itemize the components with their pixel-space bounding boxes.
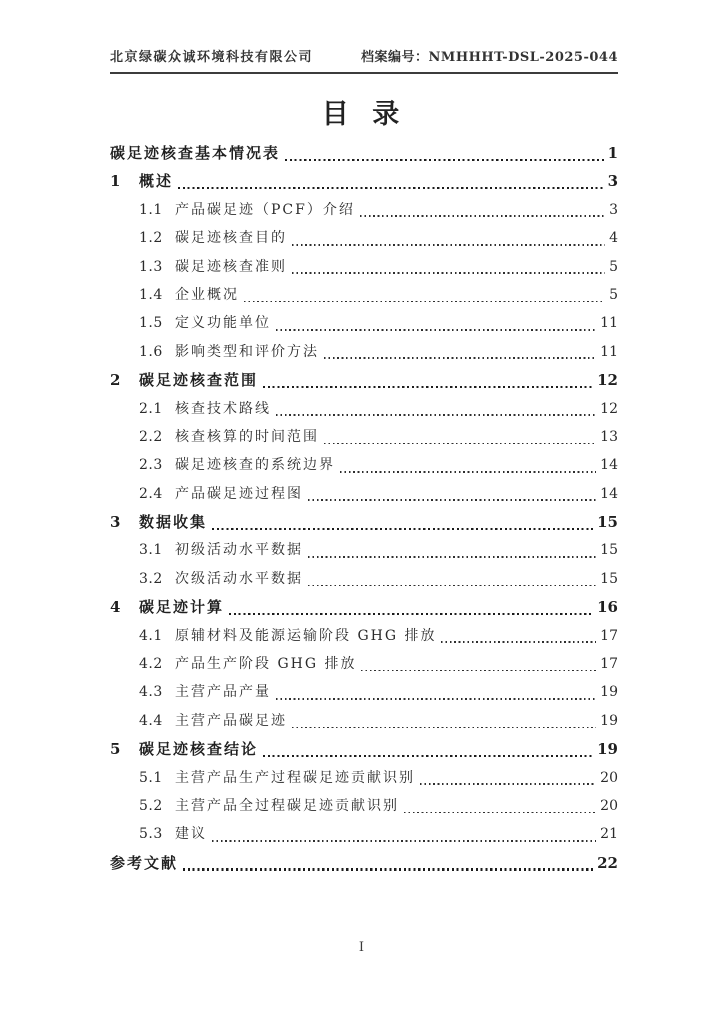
- toc-entry[interactable]: [110, 678, 618, 706]
- toc-dot-leader: [276, 698, 596, 700]
- toc-entry-number: 3.1: [139, 542, 163, 559]
- toc-entry-label: 定义功能单位: [175, 315, 271, 332]
- toc-list: [110, 139, 618, 877]
- toc-entry-page: 5: [609, 286, 618, 303]
- toc-entry[interactable]: [110, 707, 618, 735]
- toc-entry-page: 19: [600, 712, 618, 729]
- toc-dot-leader: [183, 868, 593, 870]
- toc-entry-number: 1: [110, 172, 121, 191]
- toc-entry[interactable]: [110, 423, 618, 451]
- toc-dot-leader: [229, 613, 593, 615]
- toc-dot-leader: [292, 244, 605, 246]
- toc-dot-leader: [308, 585, 596, 587]
- toc-dot-leader: [360, 215, 605, 217]
- toc-entry-label: 碳足迹核查基本情况表: [110, 144, 281, 162]
- toc-entry[interactable]: [110, 196, 618, 224]
- toc-entry-label: 碳足迹核查结论: [139, 740, 259, 759]
- toc-entry-page: 12: [597, 371, 618, 390]
- toc-entry-number: 3.2: [139, 570, 163, 587]
- toc-entry-number: 4.3: [139, 684, 163, 701]
- toc-entry-number: 1.3: [139, 258, 163, 275]
- toc-entry-number: 1.2: [139, 230, 163, 247]
- toc-entry[interactable]: [110, 792, 618, 820]
- toc-entry[interactable]: [110, 650, 618, 678]
- toc-entry-label: 企业概况: [175, 286, 239, 303]
- toc-entry-number: 2.1: [139, 400, 163, 417]
- toc-entry[interactable]: [110, 395, 618, 423]
- toc-entry-label: 原辅材料及能源运输阶段 GHG 排放: [175, 627, 437, 644]
- toc-entry-label: 产品碳足迹过程图: [175, 485, 303, 502]
- toc-entry-page: 14: [600, 457, 618, 474]
- toc-dot-leader: [276, 414, 596, 416]
- toc-entry-label: 主营产品全过程碳足迹贡献识别: [175, 797, 399, 814]
- toc-dot-leader: [361, 670, 596, 672]
- toc-entry[interactable]: [110, 253, 618, 281]
- toc-entry-number: 2.2: [139, 428, 163, 445]
- toc-entry-page: 16: [597, 598, 618, 617]
- toc-entry-label: 碳足迹核查目的: [175, 230, 287, 247]
- toc-entry-number: 1.1: [139, 201, 163, 218]
- toc-entry-label: 参考文献: [110, 853, 179, 872]
- toc-dot-leader: [212, 840, 596, 842]
- file-number-label: 档案编号：: [361, 50, 429, 65]
- toc-entry[interactable]: [110, 565, 618, 593]
- toc-entry[interactable]: [110, 281, 618, 309]
- toc-dot-leader: [263, 386, 593, 388]
- toc-entry-page: 20: [600, 769, 618, 786]
- toc-dot-leader: [420, 783, 596, 785]
- toc-entry-page: 22: [597, 853, 618, 872]
- toc-entry-number: 4: [110, 598, 121, 617]
- toc-entry-page: 17: [600, 656, 618, 673]
- toc-entry[interactable]: [110, 224, 618, 252]
- toc-entry-label: 主营产品碳足迹: [175, 712, 287, 729]
- file-number-value: NMHHHT-DSL-2025-044: [428, 50, 618, 65]
- toc-dot-leader: [292, 272, 605, 274]
- toc-entry-number: 5: [110, 740, 121, 759]
- toc-entry-page: 17: [600, 627, 618, 644]
- toc-entry-number: 1.4: [139, 286, 163, 303]
- toc-entry-number: 4.1: [139, 627, 163, 644]
- toc-dot-leader: [178, 187, 604, 189]
- toc-dot-leader: [263, 755, 593, 757]
- toc-entry-number: 5.2: [139, 797, 163, 814]
- toc-entry-page: 4: [609, 230, 618, 247]
- toc-entry-label: 主营产品生产过程碳足迹贡献识别: [175, 769, 415, 786]
- toc-entry[interactable]: [110, 764, 618, 792]
- toc-entry-label: 核查核算的时间范围: [175, 428, 319, 445]
- toc-entry-number: 3: [110, 513, 121, 532]
- file-number: [361, 46, 618, 65]
- toc-dot-leader: [404, 812, 596, 814]
- toc-entry-label: 产品碳足迹（PCF）介绍: [175, 201, 355, 218]
- toc-entry[interactable]: [110, 139, 618, 167]
- toc-entry-number: 1.5: [139, 315, 163, 332]
- toc-entry-number: 5.1: [139, 769, 163, 786]
- toc-entry[interactable]: [110, 451, 618, 479]
- toc-entry[interactable]: [110, 820, 618, 848]
- toc-entry-number: 2.4: [139, 485, 163, 502]
- toc-entry[interactable]: [110, 536, 618, 564]
- toc-entry-label: 影响类型和评价方法: [175, 343, 319, 360]
- toc-entry-number: 4.2: [139, 656, 163, 673]
- toc-entry-page: 11: [600, 343, 618, 360]
- toc-entry[interactable]: [110, 167, 618, 195]
- toc-entry-page: 19: [597, 740, 618, 759]
- toc-entry-label: 数据收集: [139, 513, 208, 532]
- toc-entry-number: 5.3: [139, 826, 163, 843]
- toc-entry-page: 13: [600, 428, 618, 445]
- toc-entry-page: 11: [600, 315, 618, 332]
- toc-entry-page: 20: [600, 797, 618, 814]
- toc-entry[interactable]: [110, 309, 618, 337]
- toc-entry-page: 15: [600, 570, 618, 587]
- toc-entry[interactable]: [110, 593, 618, 621]
- toc-dot-leader: [292, 727, 596, 729]
- toc-entry[interactable]: [110, 735, 618, 763]
- toc-entry-page: 19: [600, 684, 618, 701]
- toc-dot-leader: [308, 556, 596, 558]
- toc-entry[interactable]: [110, 338, 618, 366]
- toc-entry-label: 主营产品产量: [175, 684, 271, 701]
- toc-entry-label: 建议: [175, 826, 207, 843]
- toc-entry[interactable]: [110, 366, 618, 394]
- toc-entry-number: 2: [110, 371, 121, 390]
- toc-entry-page: 12: [600, 400, 618, 417]
- toc-entry[interactable]: [110, 480, 618, 508]
- toc-entry-number: 2.3: [139, 457, 163, 474]
- toc-entry-page: 15: [600, 542, 618, 559]
- toc-entry-page: 15: [597, 513, 618, 532]
- toc-entry[interactable]: [110, 508, 618, 536]
- toc-entry-page: 3: [607, 172, 618, 191]
- toc-entry-label: 初级活动水平数据: [175, 542, 303, 559]
- page-number-footer: I: [358, 940, 366, 955]
- toc-entry-label: 碳足迹计算: [139, 598, 225, 617]
- toc-entry-label: 碳足迹核查准则: [175, 258, 287, 275]
- toc-entry[interactable]: [110, 849, 618, 877]
- toc-dot-leader: [212, 528, 593, 530]
- toc-dot-leader: [276, 329, 596, 331]
- toc-entry-label: 碳足迹核查的系统边界: [175, 457, 335, 474]
- toc-dot-leader: [324, 443, 596, 445]
- page-header: [110, 46, 618, 74]
- toc-entry-page: 14: [600, 485, 618, 502]
- toc-entry-label: 产品生产阶段 GHG 排放: [175, 656, 357, 673]
- toc-title: 目 录: [321, 99, 407, 130]
- toc-entry[interactable]: [110, 622, 618, 650]
- toc-entry-page: 1: [607, 144, 618, 162]
- toc-dot-leader: [244, 301, 605, 303]
- toc-entry-page: 21: [600, 826, 618, 843]
- toc-dot-leader: [285, 159, 604, 161]
- toc-entry-label: 次级活动水平数据: [175, 570, 303, 587]
- toc-entry-number: 4.4: [139, 712, 163, 729]
- toc-dot-leader: [441, 641, 596, 643]
- toc-entry-label: 碳足迹核查范围: [139, 371, 259, 390]
- toc-dot-leader: [340, 471, 596, 473]
- toc-dot-leader: [308, 499, 596, 501]
- toc-entry-label: 核查技术路线: [175, 400, 271, 417]
- toc-dot-leader: [324, 357, 596, 359]
- toc-entry-page: 5: [609, 258, 618, 275]
- company-name: 北京绿碳众诚环境科技有限公司: [110, 50, 314, 65]
- toc-entry-label: 概述: [139, 172, 174, 191]
- toc-entry-page: 3: [609, 201, 618, 218]
- toc-entry-number: 1.6: [139, 343, 163, 360]
